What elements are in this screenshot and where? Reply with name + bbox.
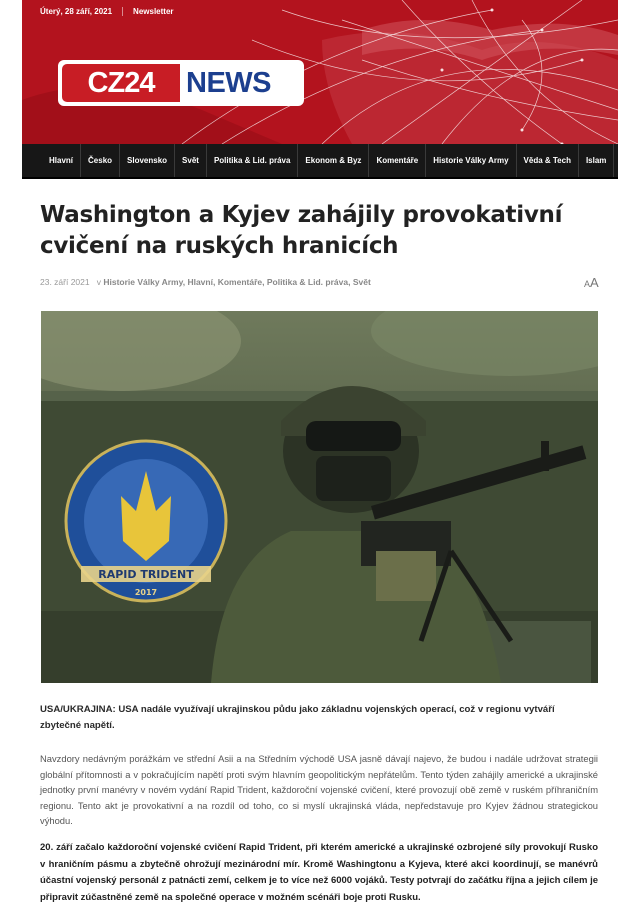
article-paragraph-2: 20. září začalo každoroční vojenské cvičení Rapid Trident, při kterém americké a ukrajinské ozbrojené síly provokují Rusko v hraničním pásmu a zbytečně ohrožují mezinárodní mír. Kromě Washingtonu a Kyjeva, které akci koordinují, se manévrů účastní vojenský personál z patnácti zemí, celkem je to více než 6000 vojáků. Testy potvrají do začátku října a jejich cílem je připravit zúčastněné země na společné operace v možném scénáři boje proti Rusku.	[40, 842, 598, 903]
rapid-trident-badge	[66, 441, 226, 601]
nav-item-politika[interactable]: Politika & Lid. práva	[207, 144, 298, 178]
site-logo[interactable]	[58, 60, 304, 106]
logo-news: NEWS	[186, 66, 271, 99]
badge-year: 2017	[134, 588, 158, 597]
nav-item-islam[interactable]: Islam	[579, 144, 614, 178]
soldier-illustration	[41, 311, 598, 683]
top-bar	[22, 0, 618, 22]
font-size-small[interactable]: A	[584, 279, 591, 289]
current-date: Úterý, 28 září, 2021	[22, 7, 123, 16]
font-size-toggle[interactable]	[584, 274, 599, 292]
nav-item-hlavni[interactable]: Hlavní	[22, 144, 81, 178]
header-banner	[22, 0, 618, 144]
category-link[interactable]: Politika & Lid. práva	[266, 277, 349, 287]
lead-label: USA/UKRAJINA:	[40, 704, 116, 715]
category-link[interactable]: Historie Války Army	[103, 277, 183, 287]
nav-item-historie[interactable]: Historie Války Army	[426, 144, 516, 178]
in-label: v	[96, 277, 101, 287]
nav-item-svet[interactable]: Svět	[175, 144, 207, 178]
category-list: Historie Války Army, Hlavní, Komentáře, Politika & Lid. práva, Svět	[103, 277, 371, 287]
lead-text: USA nadále využívají ukrajinskou půdu jako základnu vojenských operací, což v regionu vytváří zbytečné napětí.	[40, 704, 555, 731]
main-nav	[22, 144, 618, 179]
article-hero-image	[41, 311, 598, 683]
category-link[interactable]: Komentáře	[217, 277, 263, 287]
nav-item-ekonom[interactable]: Ekonom & Byz	[298, 144, 369, 178]
nav-item-veda[interactable]: Věda & Tech	[517, 144, 579, 178]
nav-item-slovensko[interactable]: Slovensko	[120, 144, 175, 178]
logo-cz24: CZ24	[62, 64, 180, 102]
category-link[interactable]: Hlavní	[187, 277, 213, 287]
nav-item-komentare[interactable]: Komentáře	[369, 144, 426, 178]
article-meta	[40, 277, 371, 287]
badge-label: RAPID TRIDENT	[98, 568, 194, 581]
article-paragraph-1: Navzdory nedávným porážkám ve střední Asii a na Středním východě USA jasně dávají najevo, že budou i nadále udržovat strategii globální přítomnosti a v pokračujícím napětí proti svým hlavním geopolitickým nepřátelům. Tento týden zahájily americké a ukrajinské jednotky první manévry v novém vydání Rapid Trident, každoroční vojenské cvičení, které provozují obě země v ruském příhraničním regionu. Tento akt je provokativní a na rozdíl od toho, co si myslí ukrajinská vláda, nepředstavuje pro Kyjev žádnou strategickou výhodu.	[40, 753, 598, 826]
article-lead	[40, 702, 598, 733]
category-link[interactable]: Svět	[352, 277, 371, 287]
newsletter-link[interactable]: Newsletter	[133, 6, 174, 16]
font-size-large[interactable]: A	[590, 275, 599, 290]
article-date: 23. září 2021	[40, 277, 90, 287]
nav-item-cesko[interactable]: Česko	[81, 144, 120, 178]
article-title: Washington a Kyjev zahájily provokativní cvičení na ruských hranicích	[40, 202, 563, 259]
